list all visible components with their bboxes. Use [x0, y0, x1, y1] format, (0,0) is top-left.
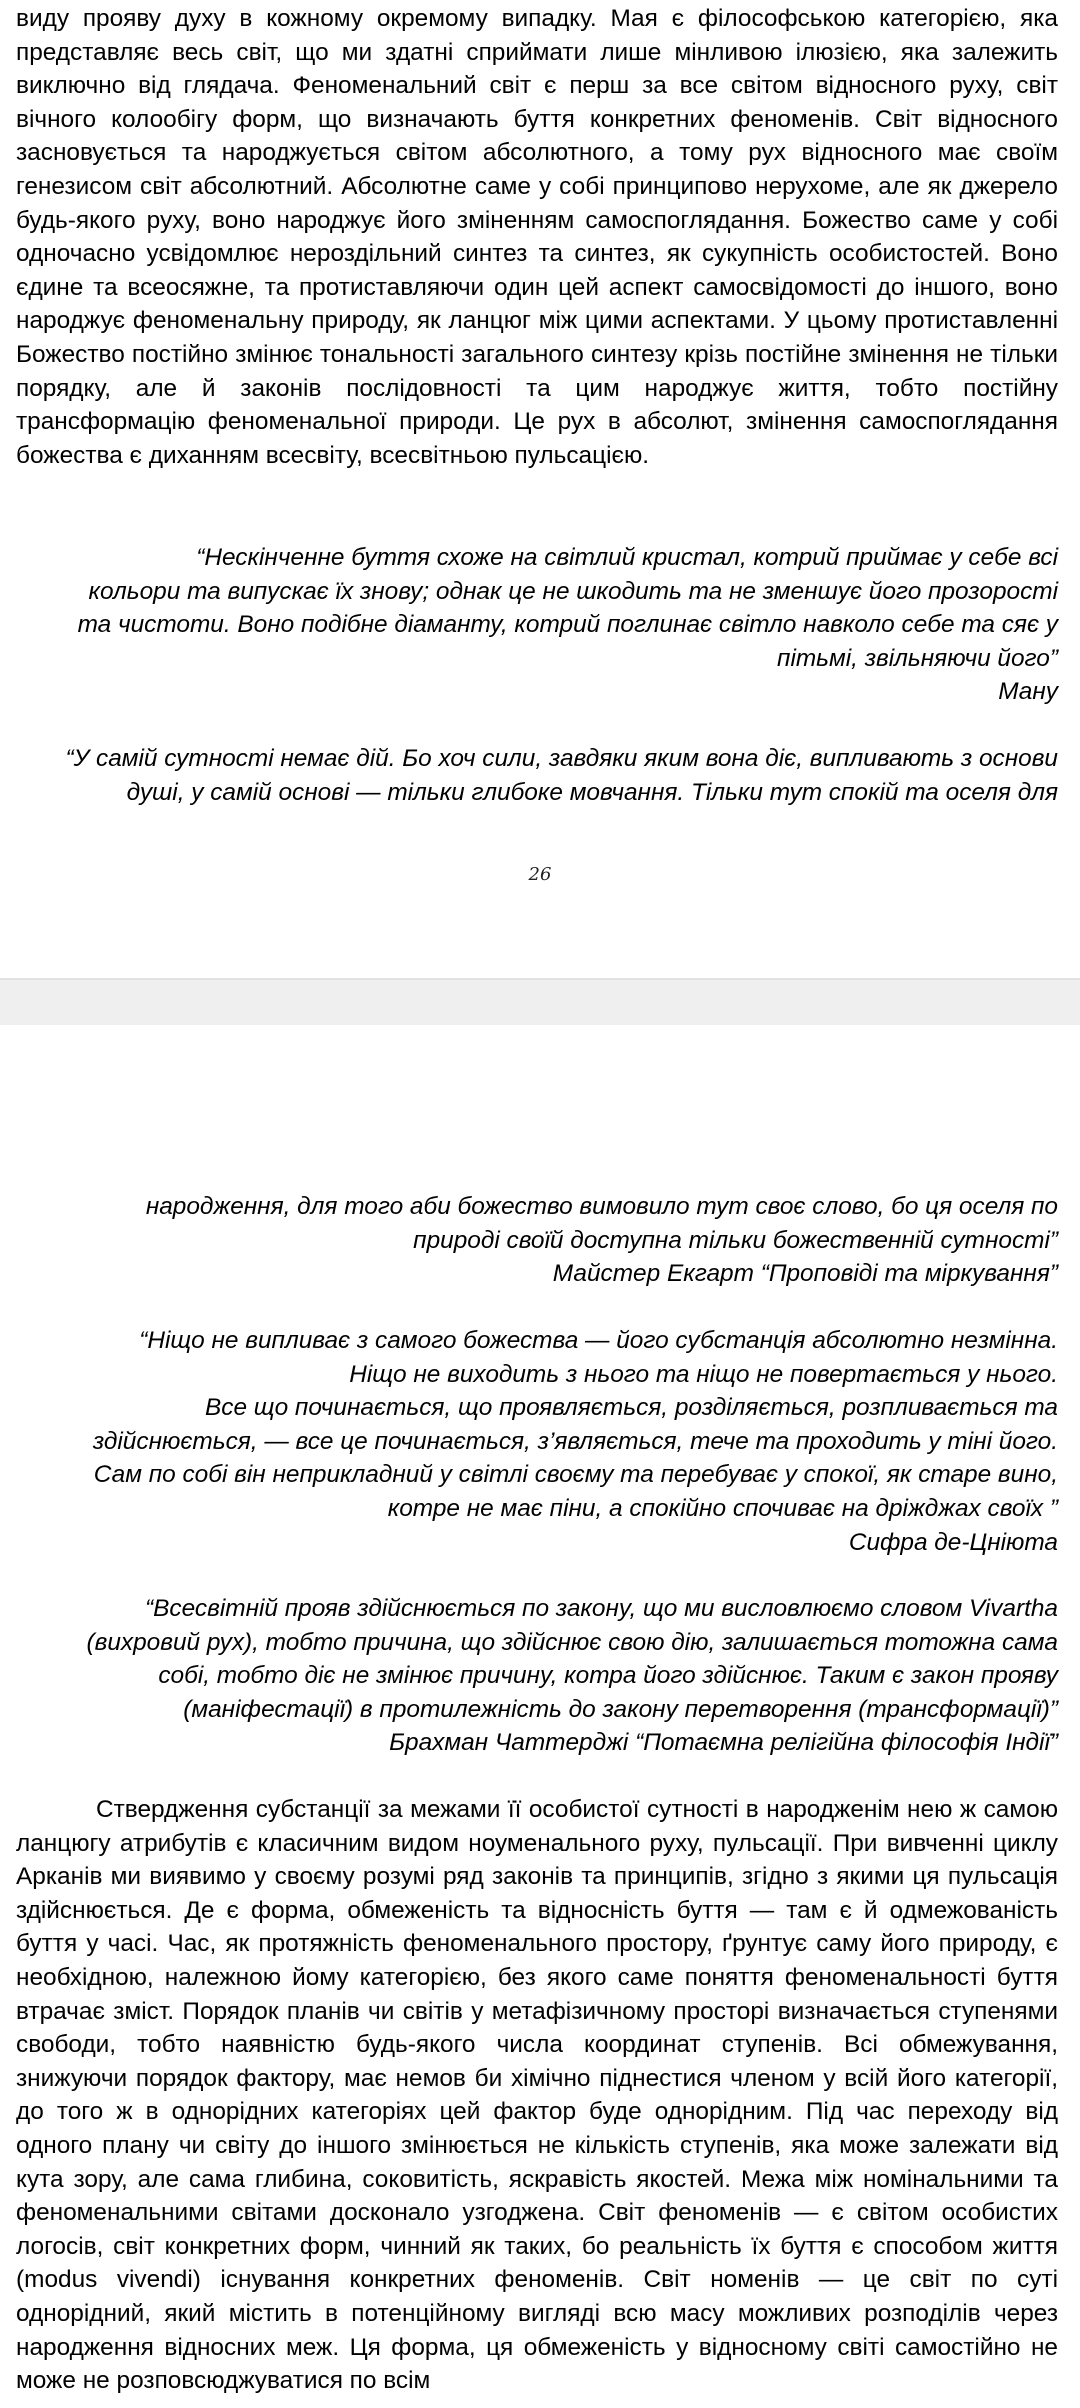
quote-attribution: Брахман Чаттерджі “Потаємна релігійна філософія Індії” — [389, 1729, 1058, 1757]
quote-eckhart-start — [16, 742, 1058, 809]
page-number: 26 — [528, 864, 552, 885]
quote-line: Ніщо не виходить з нього та ніщо не повертається у нього. — [349, 1360, 1058, 1388]
quote-manu — [16, 541, 1058, 709]
quote-line: кольори та випускає їх знову; однак це не шкодить та не зменшує його прозорості — [88, 577, 1058, 605]
quote-line: народження, для того аби божество вимовило тут своє слово, бо ця оселя по — [145, 1193, 1058, 1220]
quote-line: пітьмі, звільняючи його” — [777, 644, 1058, 672]
quote-attribution: Ману — [998, 678, 1058, 706]
quote-line: (вихровий рух), тобто причина, що здійснює свою дію, залишається тотожна сама — [86, 1628, 1058, 1656]
page-separator — [0, 978, 1080, 1025]
quote-line: Все що починається, що проявляється, розділяється, розпливається та — [205, 1394, 1058, 1422]
quote-attribution: Сифра де-Цніюта — [848, 1528, 1058, 1556]
document-page-26 — [0, 0, 1080, 978]
quote-line: здійснюється, — все це починається, з’являється, тече та проходить у тіні його. — [92, 1427, 1058, 1455]
quote-line: природі своїй доступна тільки божественній сутності” — [413, 1226, 1058, 1254]
quote-sifra — [16, 1324, 1058, 1559]
quote-eckhart-end — [16, 1190, 1058, 1291]
body-paragraph: виду прояву духу в кожному окремому випадку. Мая є філософською категорією, яка представляє весь світ, що ми здатні сприймати лише мінливою ілюзією, яка залежить виключно від глядача. Феноменальний світ є перш за все світом відносного руху, світ вічного колообігу форм, що визначають буття конкретних феноменів. Світ відносного засновується та народжується світом абсолютного, а тому рух відносного має своїм генезисом світ абсолютний. Абсолютне саме у собі принципово нерухоме, але як джерело будь-якого руху, воно народжує його зміненням самоспоглядання. Божество саме у собі одночасно усвідомлює нероздільний синтез та синтез, як сукупність особистостей. Воно єдине та всеосяжне, та протиставляючи один цей аспект самосвідомості до іншого, воно народжує феноменальну природу, як ланцюг між цими аспектами. У цьому протиставленні Божество постійно змінює тональності загального синтезу крізь постійне змінення не тільки порядку, але й законів послідовності та цим народжує життя, тобто постійну трансформацію феноменальної природи. Це рух в абсолют, змінення самоспоглядання божества є диханням всесвіту, всесвітньою пульсацією. — [16, 5, 1058, 469]
body-paragraph: Ствердження субстанції за межами її особистої сутності в народженім нею ж самою ланцюгу атрибутів є класичним видом ноуменального руху, пульсації. При вивченні циклу Арканів ми виявимо у своєму розумі ряд законів та принципів, згідно з якими ця пульсація здійснюється. Де є форма, обмеженість та відносність буття — там є й одмежованість буття у часі. Час, як протяжність феноменального простору, ґрунтує саму його природу, є необхідною, належною йому категорією, без якого саме поняття феноменальності буття втрачає зміст. Порядок планів чи світів у метафізичному просторі визначається ступенями свободи, тобто наявністю будь-якого числа координат ступенів. Всі обмежування, знижуючи порядок фактору, має немов би хімічно піднестися членом у всій його категорії, до того ж в однорідних категоріях цей фактор буде однорідним. Під час переходу від одного плану чи світу до іншого змінюється не кількість ступенів, яка може залежати від кута зору, але сама глибина, соковитість, яскравість якостей. Межа між номінальними та феноменальними світами досконало узгоджена. Світ феноменів — є світом особистих логосів, світ конкретних форм, чинний як таких, бо реальність їх буття є способом життя (modus vivendi) існування конкретних феноменів. Світ номенів — це світ по суті однорідний, який містить в потенційному вигляді всю масу можливих розподілів через народження відносних меж. Ця форма, ця обмеженість у відносному світі самостійно не може не розповсюджуватися по всім — [16, 1796, 1058, 2395]
quote-line: Сам по собі він неприкладний у світлі своєму та перебуває у спокої, як старе вино, — [93, 1461, 1058, 1489]
quote-line: “Нескінченне буття схоже на світлий кристал, котрий приймає у себе всі — [196, 544, 1058, 571]
quote-line: котре не має піни, а спокійно спочиває на дріжджах своїх ” — [387, 1494, 1058, 1522]
quote-line: “У самій сутності немає дій. Бо хоч сили, завдяки яким вона діє, випливають з основи — [65, 745, 1058, 772]
quote-line: “Ніщо не випливає з самого божества — його субстанція абсолютно незмінна. — [139, 1327, 1058, 1354]
quote-line: (маніфестації) в протилежність до закону перетворення (трансформації)” — [183, 1695, 1058, 1723]
quote-line: та чистоти. Воно подібне діаманту, котрий поглинає світло навколо себе та сяє у — [77, 611, 1058, 639]
quote-line: “Всесвітній прояв здійснюється по закону, що ми висловлюємо словом Vivartha — [145, 1595, 1058, 1622]
quote-line: душі, у самій основі — тільки глибоке мовчання. Тільки тут спокій та оселя для — [126, 778, 1058, 806]
quote-chatterji — [16, 1592, 1058, 1760]
quote-line: собі, тобто діє не змінює причину, котра його здійснює. Таким є закон прояву — [158, 1662, 1058, 1690]
document-page-27 — [0, 1025, 1080, 2408]
quote-attribution: Майстер Екгарт “Проповіді та міркування” — [552, 1260, 1058, 1288]
